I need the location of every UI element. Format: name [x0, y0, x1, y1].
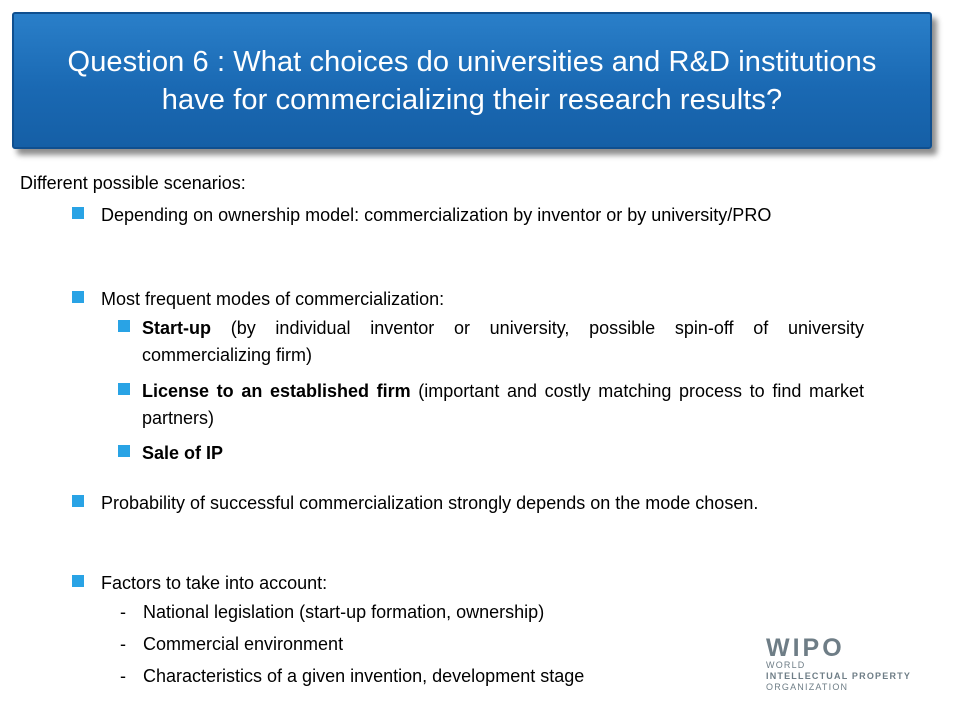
bullet-marker: [72, 207, 84, 219]
intro-text: Different possible scenarios:: [20, 173, 246, 193]
factor-item: Characteristics of a given invention, development stage: [143, 666, 585, 686]
sub-bullet-marker: [118, 445, 130, 457]
sub-bullet-license: [142, 378, 864, 432]
factor-item: Commercial environment: [143, 634, 344, 654]
sub-bullet-marker: [118, 383, 130, 395]
bullet-factors: Factors to take into account:: [101, 573, 328, 593]
logo-line-3: ORGANIZATION: [766, 682, 849, 692]
bullet-probability: Probability of successful commercialization strongly depends on the mode chosen.: [101, 493, 759, 513]
logo-wordmark: WIPO: [766, 634, 845, 662]
dash-marker: -: [120, 634, 126, 654]
license-label: License to an established firm: [142, 381, 411, 401]
sub-bullet-marker: [118, 320, 130, 332]
sale-label: Sale of IP: [142, 443, 224, 463]
bullet-marker: [72, 291, 84, 303]
wipo-logo: [766, 636, 911, 693]
bullet-modes: Most frequent modes of commercialization:: [101, 289, 445, 309]
startup-detail: (by individual inventor or university, possible spin-off of university commercializing firm): [142, 318, 864, 365]
bullet-ownership: Depending on ownership model: commercialization by inventor or by university/PRO: [101, 205, 772, 225]
logo-line-2a: INTELLECTUAL: [766, 671, 849, 681]
license-detail: (important and costly matching process to find market partners): [142, 381, 864, 428]
slide-title: Question 6 : What choices do universities and R&D institutions have for commercializing their research results?: [67, 45, 877, 116]
logo-line-2b: PROPERTY: [848, 671, 912, 681]
dash-marker: -: [120, 602, 126, 622]
logo-line-2: [766, 671, 911, 682]
bullet-marker: [72, 575, 84, 587]
sub-bullet-sale: [142, 440, 864, 467]
bullet-marker: [72, 495, 84, 507]
title-banner: [12, 12, 932, 149]
logo-line-1: WORLD: [766, 660, 806, 670]
startup-label: Start-up: [142, 318, 211, 338]
sub-bullet-startup: [142, 315, 864, 369]
factor-item: National legislation (start-up formation, ownership): [143, 602, 545, 622]
dash-marker: -: [120, 666, 126, 686]
